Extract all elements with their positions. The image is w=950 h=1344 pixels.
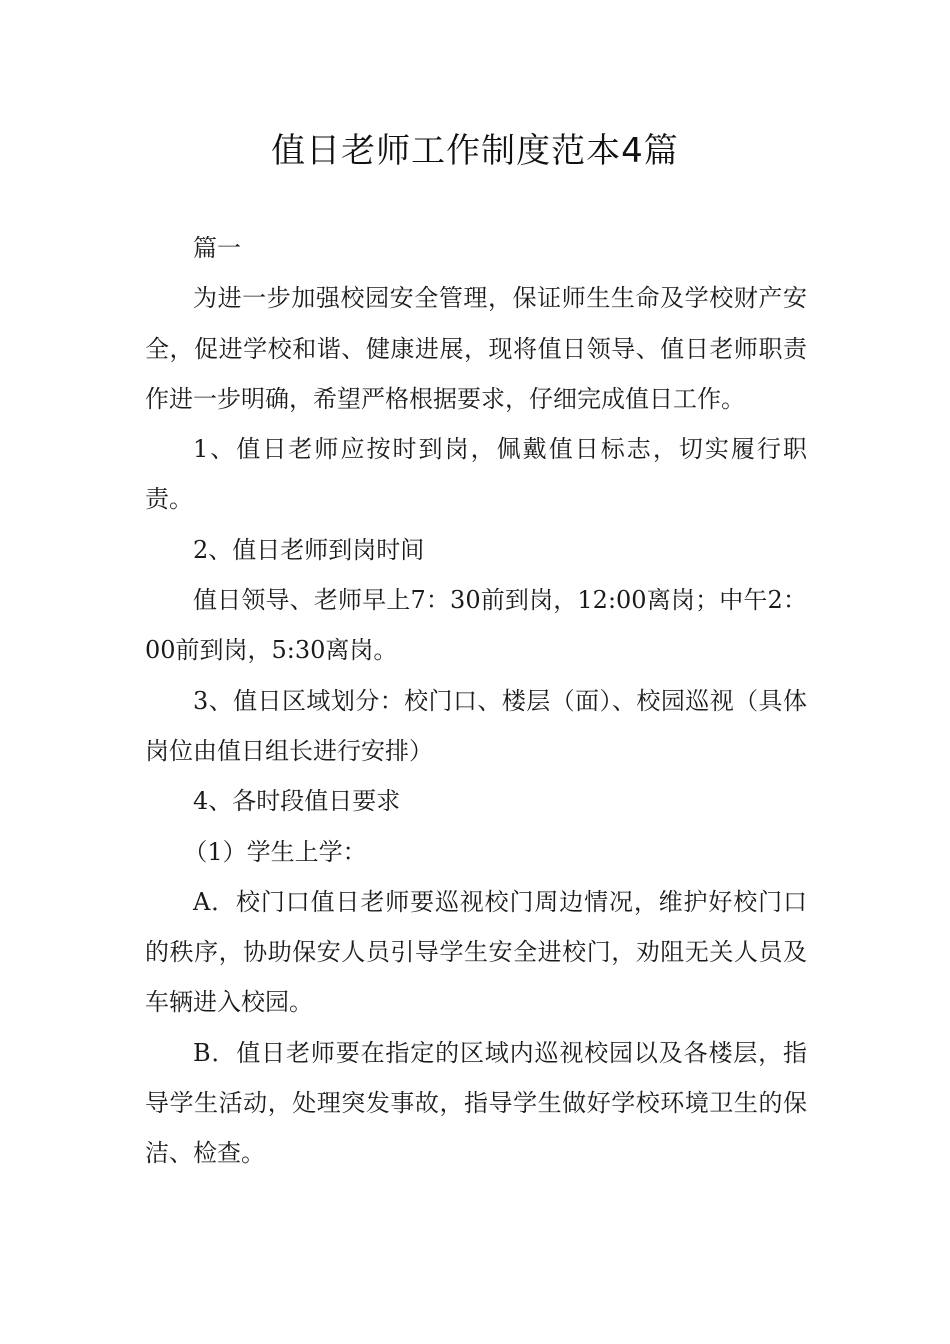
document-title: 值日老师工作制度范本4篇: [271, 131, 679, 171]
paragraph-duty-time: 值日领导、老师早上7：30前到岗，12:00离岗；中午2：00前到岗，5:30离岗。: [145, 586, 807, 665]
paragraph-item-3: 3、值日区域划分：校门口、楼层（面）、校园巡视（具体岗位由值日组长进行安排）: [145, 686, 807, 765]
paragraph-point-a: A．校门口值日老师要巡视校门周边情况，维护好校门口的秩序，协助保安人员引导学生安全进校门，劝阻无关人员及车辆进入校园。: [145, 887, 807, 1017]
paragraph-item-2: 2、值日老师到岗时间: [193, 535, 425, 564]
paragraph-point-b: B．值日老师要在指定的区域内巡视校园以及各楼层，指导学生活动，处理突发事故，指导学生做好学校环境卫生的保洁、检查。: [145, 1038, 807, 1168]
section-heading: 篇一: [193, 234, 241, 262]
paragraph-subitem-1: （1）学生上学：: [183, 837, 367, 866]
paragraph-item-4: 4、各时段值日要求: [193, 787, 401, 816]
paragraph-item-1: 1、值日老师应按时到岗，佩戴值日标志，切实履行职责。: [145, 435, 807, 514]
document-body: [145, 223, 807, 1179]
paragraph-intro: 为进一步加强校园安全管理，保证师生生命及学校财产安全，促进学校和谐、健康进展，现将值日领导、值日老师职责作进一步明确，希望严格根据要求，仔细完成值日工作。: [145, 284, 807, 413]
